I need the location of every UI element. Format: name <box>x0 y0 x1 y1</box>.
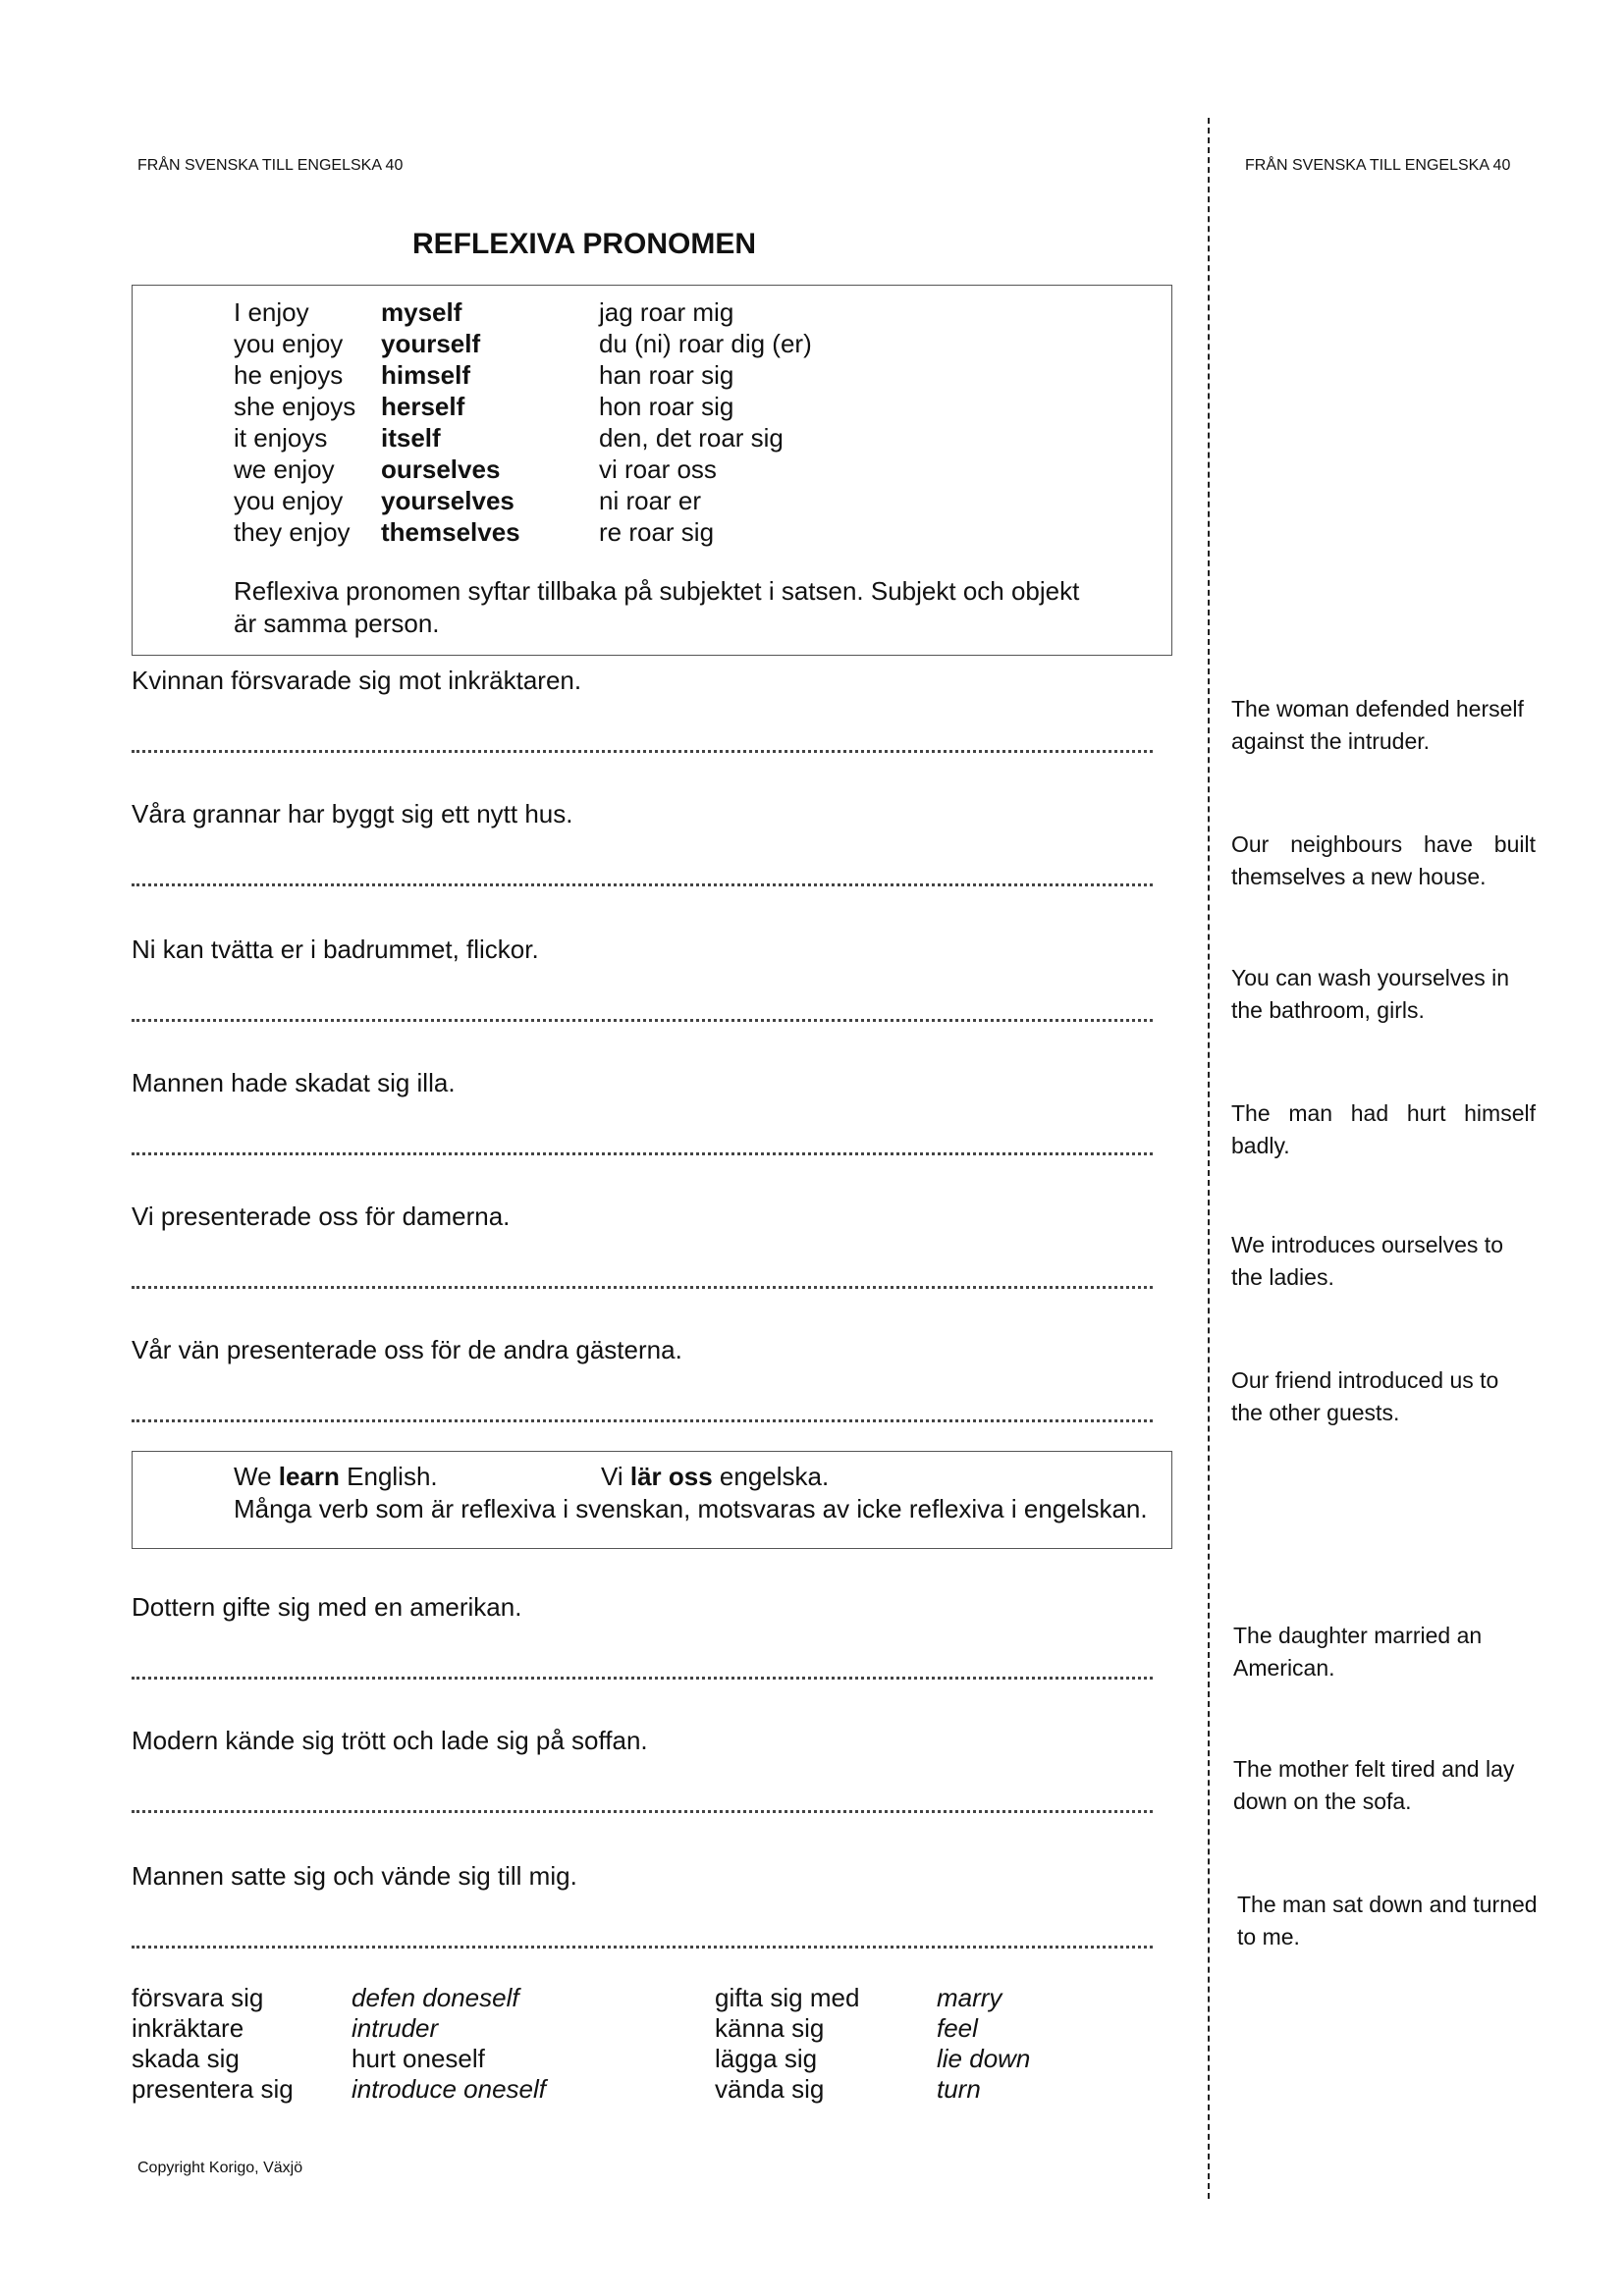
pronoun-row-pronoun: yourselves <box>381 486 514 515</box>
pronoun-row-swedish: han roar sig <box>599 360 734 390</box>
vocab-english: introduce oneself <box>352 2074 547 2104</box>
vocab-swedish: gifta sig med <box>715 1983 860 2012</box>
vocab-swedish: skada sig <box>132 2044 240 2073</box>
info-example-sv-text: engelska. <box>712 1462 830 1491</box>
info-example-en-verb: learn <box>278 1462 340 1491</box>
exercise-sentence: Mannen hade skadat sig illa. <box>132 1068 456 1097</box>
exercise-sentence: Modern kände sig trött och lade sig på soffan. <box>132 1726 648 1755</box>
answer-dotted-line <box>132 883 1153 886</box>
answer-dotted-line <box>132 1946 1153 1949</box>
answer-dotted-line <box>132 1419 1153 1422</box>
pronoun-row-pronoun: ourselves <box>381 454 501 484</box>
page-header-right: FRÅN SVENSKA TILL ENGELSKA 40 <box>1245 157 1511 174</box>
pronoun-row-english: you enjoy <box>234 329 344 358</box>
exercise-answer: The daughter married an American. <box>1233 1623 1483 1681</box>
pronoun-row-english: they enjoy <box>234 517 351 547</box>
vocab-english: turn <box>937 2074 981 2104</box>
vocabulary-row <box>132 1983 1113 2013</box>
info-example-sv-verb: lär oss <box>629 1462 713 1491</box>
pronoun-row <box>234 516 1117 548</box>
pronoun-note-line2: är samma person. <box>234 609 440 638</box>
pronoun-row <box>234 296 1117 328</box>
pronoun-row-swedish: den, det roar sig <box>599 423 784 453</box>
exercise-sentence: Kvinnan försvarade sig mot inkräktaren. <box>132 666 582 695</box>
pronoun-row-swedish: du (ni) roar dig (er) <box>599 329 812 358</box>
pronoun-row-pronoun: himself <box>381 360 471 390</box>
vocab-english: defen doneself <box>352 1983 519 2012</box>
pronoun-row <box>234 422 1117 454</box>
pronoun-row-pronoun: themselves <box>381 517 520 547</box>
vocab-swedish: presentera sig <box>132 2074 294 2104</box>
answer-dotted-line <box>132 750 1153 753</box>
vocab-swedish: försvara sig <box>132 1983 264 2012</box>
pronoun-row-english: it enjoys <box>234 423 328 453</box>
pronoun-note-line1: Reflexiva pronomen syftar tillbaka på subjektet i satsen. Subjekt och objekt <box>234 576 1080 606</box>
exercise-sentence: Ni kan tvätta er i badrummet, flickor. <box>132 934 539 964</box>
vocab-swedish: vända sig <box>715 2074 825 2104</box>
answer-dotted-line <box>132 1019 1153 1022</box>
exercise-answer: The mother felt tired and lay down on the sofa. <box>1233 1756 1515 1814</box>
page-header-left: FRÅN SVENSKA TILL ENGELSKA 40 <box>137 157 404 174</box>
exercise-sentence: Våra grannar har byggt sig ett nytt hus. <box>132 799 573 828</box>
info-example-en-text: English. <box>339 1462 438 1491</box>
exercise-sentence: Dottern gifte sig med en amerikan. <box>132 1592 522 1622</box>
vocab-swedish: lägga sig <box>715 2044 818 2073</box>
pronoun-row-swedish: jag roar mig <box>599 297 734 327</box>
exercise-answer: The woman defended herself against the intruder. <box>1231 696 1524 754</box>
vocab-english: intruder <box>352 2013 439 2043</box>
column-divider <box>1208 118 1210 2199</box>
exercise-sentence: Vi presenterade oss för damerna. <box>132 1201 511 1231</box>
exercise-sentence: Mannen satte sig och vände sig till mig. <box>132 1861 577 1891</box>
copyright: Copyright Korigo, Växjö <box>137 2160 303 2176</box>
page-title: REFLEXIVA PRONOMEN <box>411 228 757 260</box>
pronoun-row-pronoun: herself <box>381 392 465 421</box>
exercise-sentence: Vår vän presenterade oss för de andra gästerna. <box>132 1335 682 1364</box>
pronoun-row-swedish: hon roar sig <box>599 392 734 421</box>
vocab-english: feel <box>937 2013 978 2043</box>
vocab-swedish: känna sig <box>715 2013 825 2043</box>
exercise-answer: Our friend introduced us to the other guests. <box>1231 1367 1499 1425</box>
exercise-answer: The man sat down and turned to me. <box>1237 1892 1538 1949</box>
pronoun-row-swedish: ni roar er <box>599 486 702 515</box>
exercise-answer: We introduces ourselves to the ladies. <box>1231 1232 1503 1290</box>
pronoun-row-english: you enjoy <box>234 486 344 515</box>
answer-dotted-line <box>132 1286 1153 1289</box>
vocabulary-row <box>132 2044 1113 2074</box>
exercise-answer: You can wash yourselves in the bathroom, girls. <box>1231 965 1509 1023</box>
pronoun-row-english: he enjoys <box>234 360 344 390</box>
vocab-english: lie down <box>937 2044 1031 2073</box>
info-example-en-text: We <box>234 1462 279 1491</box>
info-example-sv-text: Vi <box>601 1462 630 1491</box>
exercise-answer: Our neighbours have built themselves a new house. <box>1231 831 1536 889</box>
info-example-swedish <box>601 1461 829 1493</box>
answer-dotted-line <box>132 1152 1153 1155</box>
pronoun-row <box>234 359 1117 391</box>
info-example-english <box>234 1461 438 1493</box>
pronoun-row-english: we enjoy <box>234 454 335 484</box>
pronoun-row-pronoun: yourself <box>381 329 481 358</box>
pronoun-row-pronoun: myself <box>381 297 462 327</box>
pronoun-row <box>234 391 1117 422</box>
answer-dotted-line <box>132 1677 1153 1680</box>
vocab-english: hurt oneself <box>352 2044 485 2073</box>
pronoun-row-swedish: re roar sig <box>599 517 715 547</box>
exercise-answer: The man had hurt himself badly. <box>1231 1100 1536 1158</box>
pronoun-row <box>234 454 1117 485</box>
pronoun-row-english: she enjoys <box>234 392 356 421</box>
vocabulary-row <box>132 2074 1113 2105</box>
pronoun-row-swedish: vi roar oss <box>599 454 717 484</box>
pronoun-row-pronoun: itself <box>381 423 441 453</box>
answer-dotted-line <box>132 1810 1153 1813</box>
pronoun-row-english: I enjoy <box>234 297 309 327</box>
vocab-english: marry <box>937 1983 1002 2012</box>
pronoun-row <box>234 328 1117 359</box>
vocab-swedish: inkräktare <box>132 2013 244 2043</box>
pronoun-row <box>234 485 1117 516</box>
vocabulary-row <box>132 2013 1113 2044</box>
info-note: Många verb som är reflexiva i svenskan, motsvaras av icke reflexiva i engelskan. <box>234 1494 1148 1523</box>
